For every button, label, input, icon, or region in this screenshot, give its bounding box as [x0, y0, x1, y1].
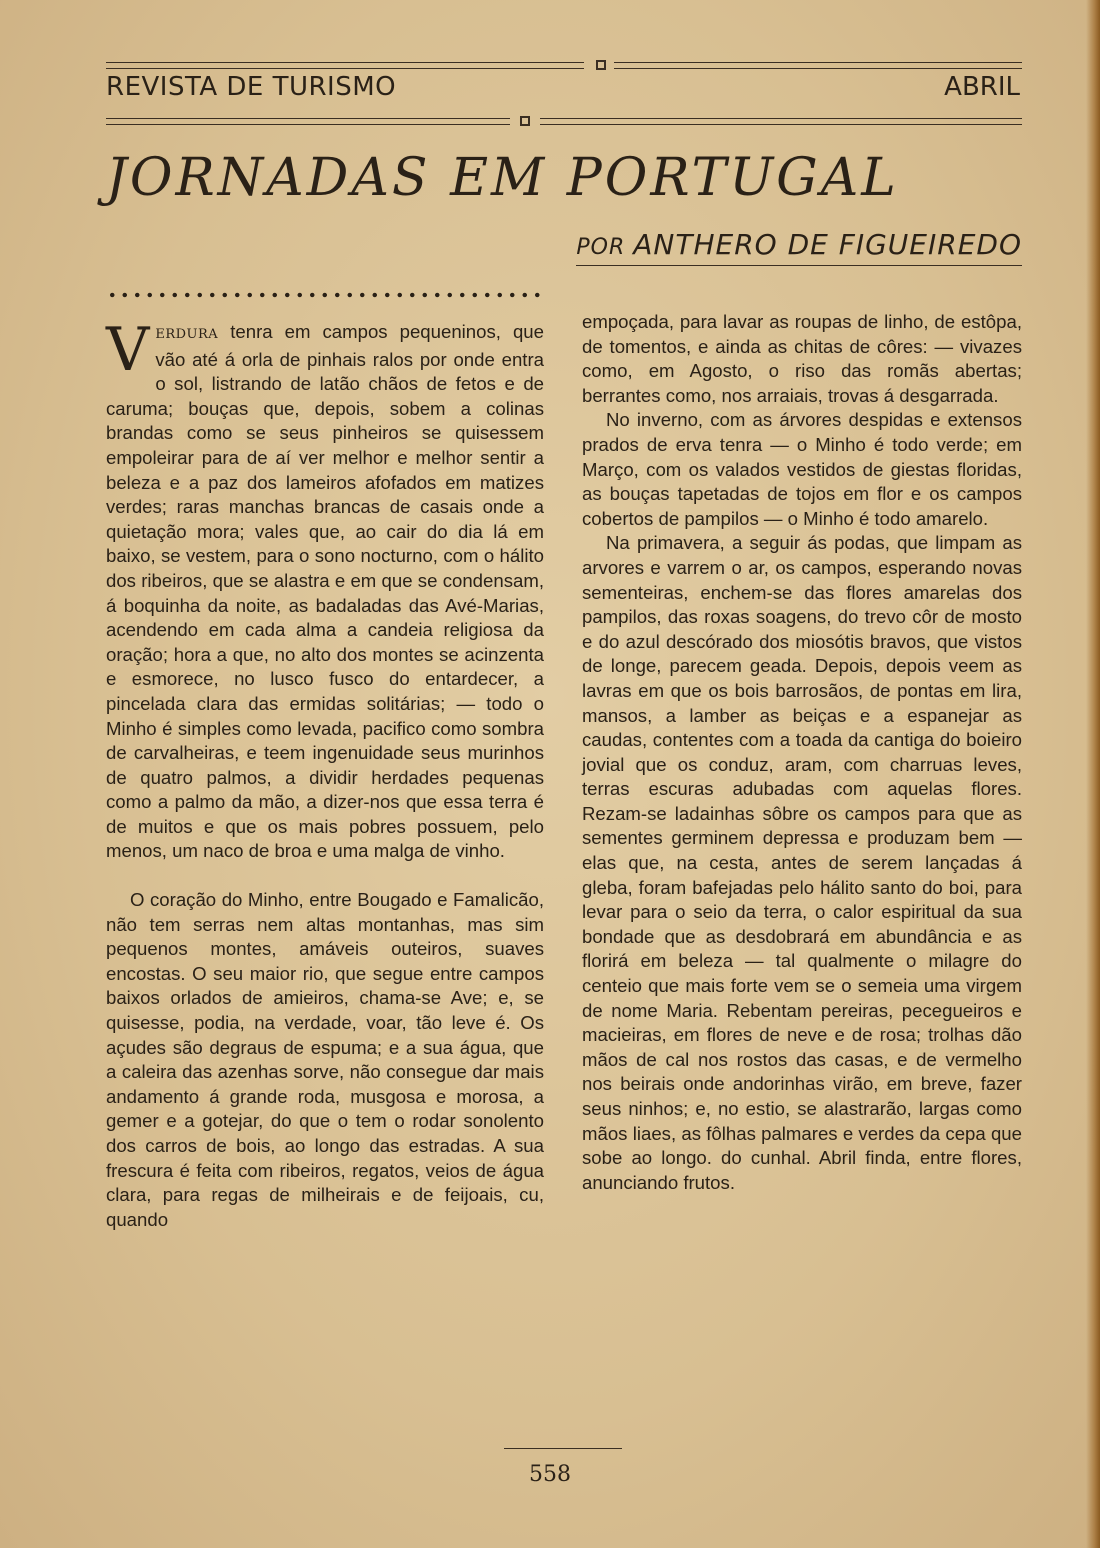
publication-name: REVISTA DE TURISMO	[106, 72, 397, 102]
byline-prefix: POR	[576, 235, 626, 260]
opening-smallcaps: ERDURA	[155, 327, 219, 342]
right-column	[582, 310, 1022, 1195]
article-title: JORNADAS EM PORTUGAL	[106, 148, 899, 208]
header-ornament-top	[596, 60, 606, 70]
header-ornament-bottom	[520, 116, 530, 126]
paragraph: O coração do Minho, entre Bougado e Famalicão, não tem serras nem altas montanhas, mas sim pequenos montes, amáveis outeiros, suaves encostas. O seu maior rio, que segue entre campos baixos orlados de amieiros, chama-se Ave; e, se quisesse, podia, na verdade, voar, tão leve é. Os açudes são degraus de espuma; e a sua água, que a caleira das azenhas sorve, não consegue dar mais andamento á grande roda, musgosa e morosa, a gemer e a gotejar, do que o tem o rodar sonolento dos carros de bois, ao longo das estradas. A sua frescura é feita com ribeiros, regatos, veios de água clara, para regas de milheirais e de feijoais, cu, quando	[106, 889, 544, 1230]
author-name: ANTHERO DE FIGUEIREDO	[633, 228, 1022, 261]
paragraph: empoçada, para lavar as roupas de linho, de estôpa, de tomentos, e ainda as chitas de côres: — vivazes como, em Agosto, o riso das romãs abertas; berrantes como, nos arraiais, trovas á desgarrada.	[582, 311, 1022, 406]
footer-rule	[504, 1448, 622, 1449]
header-rule-top-left	[106, 62, 584, 69]
page-edge-shadow	[1086, 0, 1100, 1548]
page-number: 558	[529, 1462, 571, 1487]
paragraph: No inverno, com as árvores despidas e extensos prados de erva tenra — o Minho é todo verde; em Março, com os valados vestidos de giestas floridas, as bouças tapetadas de tojos em flor e os campos cobertos de pampilos — o Minho é todo amarelo.	[582, 409, 1022, 529]
byline	[576, 228, 1022, 266]
paragraph	[106, 315, 544, 864]
paragraph: Na primavera, a seguir ás podas, que limpam as arvores e varrem o ar, os campos, esperando novas sementeiras, enchem-se das flores amarelas dos pampilos, das roxas soagens, do trevo côr de mosto e do azul descórado dos miosótis bravos, que vistos de longe, parecem geada. Depois, depois veem as lavras em que os bois barrosãos, de pontas em lira, mansos, a lamber as beiças e a espanejar as caudas, contentes com a toada da cantiga do boieiro jovial que os conduz, aram, com charruas leves, terras escuras adubadas com aquelas flores. Rezam-se ladainhas sôbre os campos para que as sementes germinem depressa e produzam bem — elas que, na cesta, antes de serem lançadas á gleba, foram bafejadas pelo hálito santo do boi, para levar para o seio da terra, o calor espiritual da sua bondade que as desdobrará em abundância e as florirá em beleza — tal qualmente o milagre do centeio que mais forte vem se o semeia uma virgem de nome Maria. Rebentam pereiras, pecegueiros e macieiras, em flores de neve e de rosa; trolhas dão mãos de cal nos rostos das casas, e de vermelho nos beirais onde andorinhas virão, em breve, fazer seus ninhos; e, no estio, se alastrarão, largas como mãos liaes, as fôlhas palmares e verdes da cepa que sobe ao longo. do cunhal. Abril finda, entre flores, anunciando frutos.	[582, 532, 1022, 1193]
header-rule-top-right	[614, 62, 1022, 69]
drop-cap: V	[106, 315, 150, 385]
left-column	[106, 315, 544, 1232]
dotted-ornament	[106, 288, 542, 302]
header-rule-bottom-right	[540, 118, 1022, 125]
paragraph-text: tenra em campos pequeninos, que vão até á orla de pinhais ralos por onde entra o sol, listrando de latão chãos de fetos e de caruma; bouças que, depois, sobem a colinas brandas como se seus pinheiros se quisessem empoleirar para de aí ver melhor e melhor sentir a beleza e a paz dos lameiros afofados em matizes verdes; raras manchas brancas de casais onde a quietação mora; vales que, ao cair do dia lá em baixo, se vestem, para o sono nocturno, com o hálito dos ribeiros, que se alastra e em que se condensam, á boquinha da noite, as badaladas das Avé-Marias, acendendo em cada alma a candeia religiosa da oração; hora a que, no alto dos montes se acinzenta e esmorece, no lusco fusco do entardecer, a pincelada clara das ermidas solitárias; — todo o Minho é simples como levada, pacifico como sombra de carvalheiras, e teem ingenuidade seus murinhos de quatro palmos, a dividir herdades pequenas como a palmo da mão, a dizer-nos que essa terra é de muitos e que os mais pobres possuem, pelo menos, um naco de broa e uma malga de vinho.	[106, 321, 544, 862]
header-rule-bottom-left	[106, 118, 510, 125]
issue-month: ABRIL	[944, 72, 1020, 102]
